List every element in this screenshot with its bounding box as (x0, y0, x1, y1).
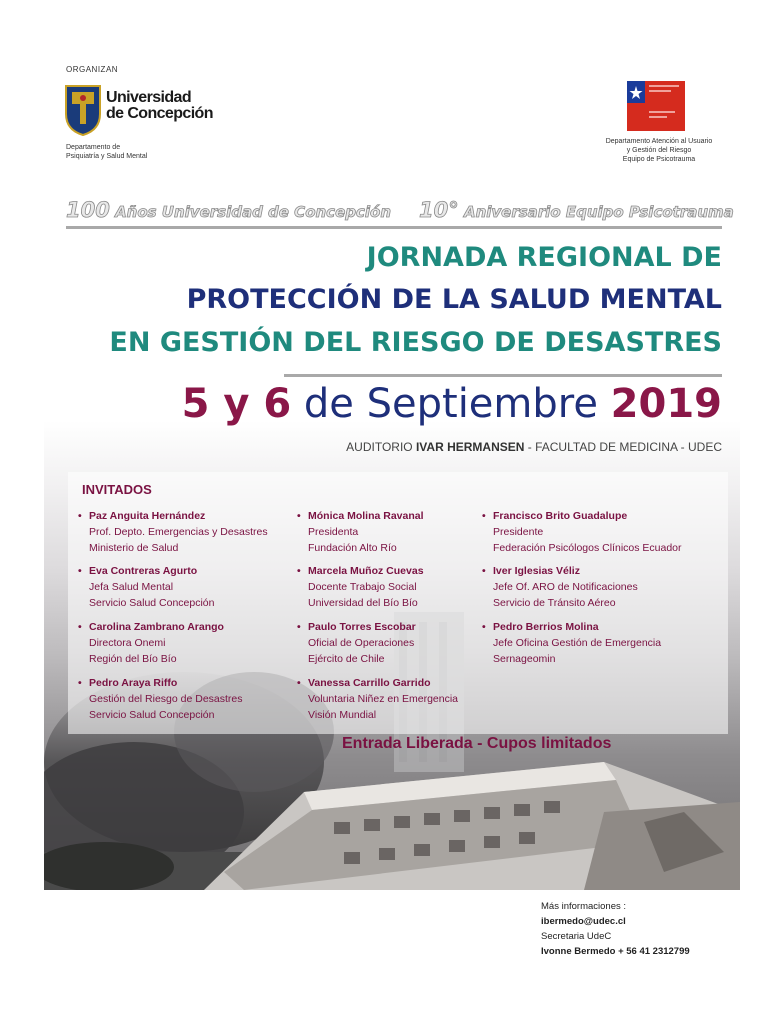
bullet: • (482, 621, 486, 633)
bullet: • (297, 677, 301, 689)
bullet: • (297, 621, 301, 633)
anniversary-left-text: Años Universidad de Concepción (109, 203, 391, 221)
event-month: de Septiembre (291, 381, 611, 427)
dept-psiquiatria-label (66, 143, 147, 161)
anniversary-right-text: Aniversario Equipo Psicotrauma (458, 203, 734, 221)
guest-organization: Sernageomin (493, 653, 556, 665)
guest-name: Paulo Torres Escobar (308, 621, 416, 633)
guest-name: Carolina Zambrano Arango (89, 621, 224, 633)
guests-heading: INVITADOS (82, 482, 152, 497)
divider-under-title (284, 374, 722, 377)
guest-organization: Región del Bío Bío (89, 653, 177, 665)
guest-organization: Federación Psicólogos Clínicos Ecuador (493, 542, 682, 554)
udec-name-line1: Universidad (106, 89, 191, 106)
guest-name: Francisco Brito Guadalupe (493, 510, 628, 522)
guest-item (78, 563, 215, 611)
guest-item (297, 508, 424, 556)
guest-organization: Universidad del Bío Bío (308, 597, 418, 609)
bullet: • (78, 510, 82, 522)
bullet: • (78, 677, 82, 689)
dept-atencion-usuario-label (592, 137, 726, 164)
guest-role: Jefe Of. ARO de Notificaciones (493, 581, 638, 593)
udec-wordmark (106, 90, 216, 122)
guest-organization: Servicio Salud Concepción (89, 709, 215, 721)
anniversary-100-years (66, 198, 391, 222)
guest-role: Docente Trabajo Social (308, 581, 417, 593)
guest-name: Marcela Muñoz Cuevas (308, 565, 424, 577)
guest-organization: Ministerio de Salud (89, 542, 179, 554)
dept-right-line2: y Gestión del Riesgo (626, 147, 692, 154)
bullet: • (78, 565, 82, 577)
guest-item (482, 508, 682, 556)
guest-role: Voluntaria Niñez en Emergencia (308, 693, 459, 705)
chile-government-logo-icon (627, 81, 685, 131)
free-entry-notice: Entrada Liberada - Cupos limitados (342, 735, 612, 752)
dept-left-line1: Departamento de (66, 144, 121, 151)
guest-name: Eva Contreras Agurto (89, 565, 198, 577)
guest-item (297, 563, 424, 611)
bullet: • (482, 565, 486, 577)
guest-name: Iver Iglesias Véliz (493, 565, 580, 577)
event-days: 5 y 6 (181, 381, 292, 427)
guest-name: Pedro Berrios Molina (493, 621, 599, 633)
dept-right-line1: Departamento Atención al Usuario (605, 138, 713, 145)
udec-shield-icon (64, 84, 102, 136)
guest-name: Paz Anguita Hernández (89, 510, 206, 522)
anniversary-10-years (419, 198, 734, 222)
event-poster (44, 52, 740, 890)
guest-item (482, 563, 638, 611)
guest-organization: Visión Mundial (308, 709, 377, 721)
bullet: • (297, 565, 301, 577)
bullet: • (482, 510, 486, 522)
guest-item (78, 675, 243, 723)
anniversary-right-number: 10° (419, 198, 459, 222)
venue-name: IVAR HERMANSEN (415, 440, 525, 454)
guest-organization: Servicio Salud Concepción (89, 597, 215, 609)
guest-role: Oficial de Operaciones (308, 637, 415, 649)
event-year: 2019 (610, 381, 722, 427)
bullet: • (78, 621, 82, 633)
guest-role: Gestión del Riesgo de Desastres (89, 693, 243, 705)
universidad-de-concepcion-logo (64, 82, 213, 142)
venue-prefix: AUDITORIO (346, 440, 416, 454)
anniversary-left-number: 100 (66, 198, 110, 222)
guest-name: Mónica Molina Ravanal (308, 510, 424, 522)
guest-role: Presidenta (308, 526, 359, 538)
guest-role: Jefe Oficina Gestión de Emergencia (493, 637, 662, 649)
guest-item (297, 619, 416, 667)
event-date (182, 382, 722, 426)
guest-name: Vanessa Carrillo Garrido (308, 677, 431, 689)
title-line-1: JORNADA REGIONAL DE (366, 242, 722, 273)
guest-role: Presidente (493, 526, 544, 538)
contact-phone: Ivonne Bermedo + 56 41 2312799 (541, 946, 690, 957)
contact-info (541, 899, 690, 959)
guest-item (78, 508, 268, 556)
event-venue (346, 440, 722, 454)
dept-left-line2: Psiquiatría y Salud Mental (66, 153, 148, 160)
guest-organization: Fundación Alto Río (308, 542, 397, 554)
guest-item (78, 619, 224, 667)
divider-top (66, 226, 722, 229)
guest-role: Directora Onemi (89, 637, 166, 649)
udec-name-line2: de Concepción (106, 105, 213, 122)
title-line-3: EN GESTIÓN DEL RIESGO DE DESASTRES (109, 327, 722, 358)
title-line-2: PROTECCIÓN DE LA SALUD MENTAL (186, 284, 722, 315)
guest-role: Prof. Depto. Emergencias y Desastres (89, 526, 268, 538)
guest-item (297, 675, 458, 723)
guest-organization: Ejército de Chile (308, 653, 385, 665)
contact-heading: Más informaciones : (541, 901, 627, 912)
guest-name: Pedro Araya Riffo (89, 677, 178, 689)
dept-right-line3: Equipo de Psicotrauma (622, 156, 696, 163)
contact-secretary-label: Secretaria UdeC (541, 931, 612, 942)
venue-suffix: - FACULTAD DE MEDICINA - UDEC (524, 440, 722, 454)
guest-role: Jefa Salud Mental (89, 581, 174, 593)
bullet: • (297, 510, 301, 522)
guest-item (482, 619, 661, 667)
guest-organization: Servicio de Tránsito Aéreo (493, 597, 616, 609)
contact-email-link[interactable]: ibermedo@udec.cl (541, 916, 626, 927)
organizers-label: ORGANIZAN (66, 65, 119, 74)
